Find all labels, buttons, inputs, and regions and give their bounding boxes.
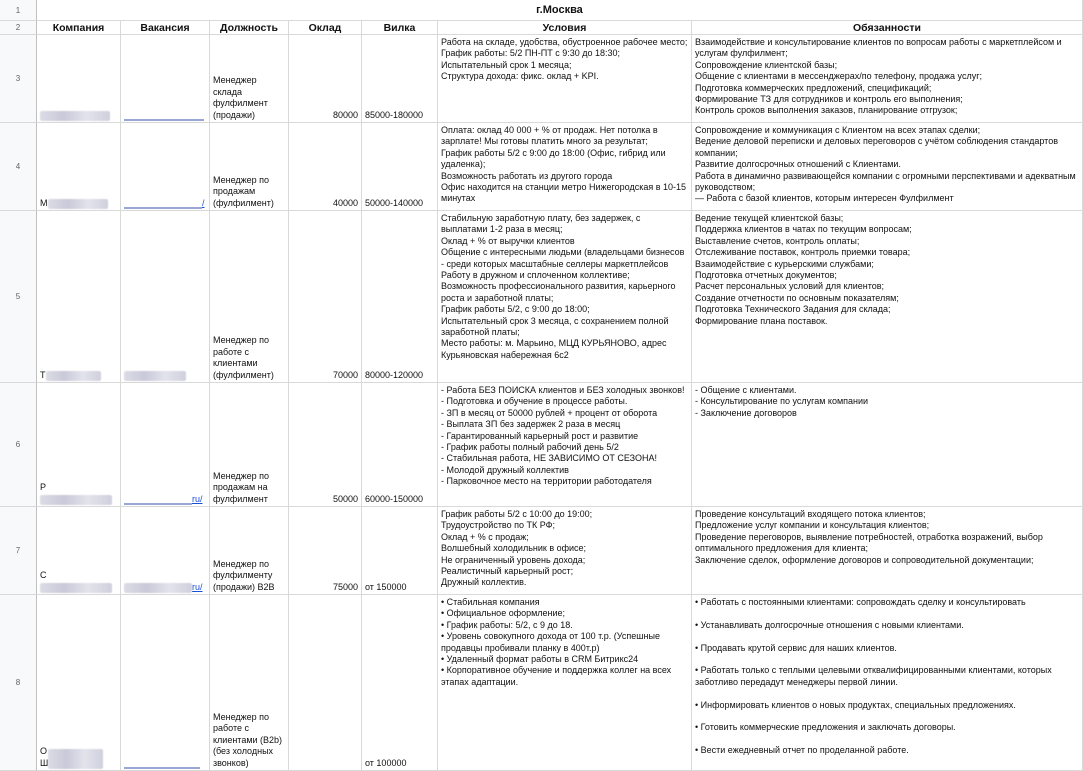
vacancy-link-redacted <box>124 119 204 121</box>
city-title-cell[interactable]: г.Москва <box>37 0 1083 21</box>
header-position[interactable]: Должность <box>210 21 289 35</box>
vacancy-link-cell[interactable] <box>121 507 210 595</box>
vacancy-link-redacted <box>124 767 200 769</box>
company-initial: Т <box>40 369 46 380</box>
position-cell[interactable]: Менеджер по продажам на фулфилмент <box>210 383 289 507</box>
range-cell[interactable]: от 100000 <box>362 595 438 771</box>
position-cell[interactable]: Менеджер по работе с клиентами (B2b) (без холодных звонков) <box>210 595 289 771</box>
company-cell[interactable] <box>37 595 121 771</box>
salary-cell[interactable] <box>289 595 362 771</box>
position-cell[interactable]: Менеджер по фулфилменту (продажи) B2B <box>210 507 289 595</box>
duties-cell[interactable]: Ведение текущей клиентской базы; Поддержка клиентов в чатах по текущим вопросам; Выставление счетов, контроль оплаты; Отслеживание поставок, контроль приемки товара; Взаимодействие с курьерскими службами; Подготовка отчетных документов; Расчет персональных условий для клиентов; Создание отчетности по основным показателям; Подготовка Технического Задания для склада; Формирование плана поставок. <box>692 211 1083 383</box>
range-cell[interactable]: 85000-180000 <box>362 35 438 123</box>
salary-cell[interactable]: 50000 <box>289 383 362 507</box>
salary-cell[interactable]: 70000 <box>289 211 362 383</box>
vacancy-link-redacted <box>124 583 192 593</box>
vacancy-link-cell[interactable] <box>121 595 210 771</box>
duties-cell[interactable]: Проведение консультаций входящего потока клиентов; Предложение услуг компании и консультация клиентов; Проведение переговоров, выявление потребностей, отработка возражений, выбор оптимального предложения для клиента; Заключение сделок, оформление договоров и сопроводительной документации; <box>692 507 1083 595</box>
company-name-redacted <box>40 111 110 121</box>
salary-cell[interactable]: 80000 <box>289 35 362 123</box>
row-header-8[interactable]: 8 <box>0 595 37 771</box>
salary-cell[interactable]: 75000 <box>289 507 362 595</box>
row-header-2[interactable]: 2 <box>0 21 37 35</box>
row-header-6[interactable]: 6 <box>0 383 37 507</box>
vacancy-link-redacted <box>124 371 186 381</box>
vacancy-link-cell[interactable] <box>121 35 210 123</box>
range-cell[interactable]: от 150000 <box>362 507 438 595</box>
company-name-redacted <box>48 749 103 769</box>
position-cell[interactable]: Менеджер склада фулфилмент (продажи) <box>210 35 289 123</box>
conditions-cell[interactable]: Оплата: оклад 40 000 + % от продаж. Нет потолка в зарплате! Мы готовы платить много за результат; График работы 5/2 с 9:00 до 18:00 (Офис, гибрид или удаленка); Возможность работать из другого города Офис находится на станции метро Нижегородская в 10-15 минутах <box>438 123 692 211</box>
company-initial: О Ш <box>40 746 49 768</box>
company-cell[interactable] <box>37 507 121 595</box>
vacancy-link-cell[interactable] <box>121 211 210 383</box>
conditions-cell[interactable]: Стабильную заработную плату, без задержек, с выплатами 1-2 раза в месяц; Оклад + % от выручки клиентов Общение с интересными людьми (владельцами бизнесов - среди которых масштабные селлеры маркетплейсов Работу в дружном и сплоченном коллективе; Возможность профессионального развития, карьерного роста и заработной платы; График работы 5/2, с 9:00 до 18:00; Испытательный срок 3 месяца, с сохранением полной заработной платы; Место работы: м. Марьино, МЦД КУРЬЯНОВО, адрес Курьяновская набережная 6с2 <box>438 211 692 383</box>
row-header-4[interactable]: 4 <box>0 123 37 211</box>
salary-cell[interactable]: 40000 <box>289 123 362 211</box>
company-initial: М <box>40 197 48 208</box>
duties-cell[interactable]: • Работать с постоянными клиентами: сопровождать сделку и консультировать • Устанавливать долгосрочные отношения с новыми клиентами. • Продавать крутой сервис для наших клиентов. • Работать только с теплыми целевыми отквалифицированными клиентами, которых заботливо передадут менеджеры первой линии. • Информировать клиентов о новых продуктах, специальных предложениях. • Готовить коммерческие предложения и заключать договоры. • Вести ежедневный отчет по проделанной работе. <box>692 595 1083 771</box>
vacancy-link-tail: / <box>202 197 205 208</box>
company-cell[interactable] <box>37 211 121 383</box>
vacancy-link-cell[interactable] <box>121 123 210 211</box>
position-cell[interactable]: Менеджер по продажам (фулфилмент) <box>210 123 289 211</box>
vacancy-link-redacted <box>124 207 202 209</box>
row-header-3[interactable]: 3 <box>0 35 37 123</box>
conditions-cell[interactable]: • Стабильная компания • Официальное оформление; • График работы: 5/2, с 9 до 18. • Уровень совокупного дохода от 100 т.р. (Успешные продавцы пробивали планку в 400т.р) • Удаленный формат работы в CRM Битрикс24 • Корпоративное обучение и поддержка коллег на всех этапах адаптации. <box>438 595 692 771</box>
header-vacancy[interactable]: Вакансия <box>121 21 210 35</box>
company-name-redacted <box>40 495 112 505</box>
vacancy-link-cell[interactable] <box>121 383 210 507</box>
vacancy-link-redacted <box>124 503 192 505</box>
duties-cell[interactable]: - Общение с клиентами. - Консультирование по услугам компании - Заключение договоров <box>692 383 1083 507</box>
conditions-cell[interactable]: - Работа БЕЗ ПОИСКА клиентов и БЕЗ холодных звонков! - Подготовка и обучение в процессе работы. - ЗП в месяц от 50000 рублей + процент от оборота - Выплата ЗП без задержек 2 раза в месяц - Гарантированный карьерный рост и развитие - График работы полный рабочий день 5/2 - Стабильная работа, НЕ ЗАВИСИМО ОТ СЕЗОНА! - Молодой дружный коллектив - Парковочное место на территории работодателя <box>438 383 692 507</box>
company-cell[interactable] <box>37 35 121 123</box>
header-company[interactable]: Компания <box>37 21 121 35</box>
company-name-redacted <box>46 371 101 381</box>
range-cell[interactable]: 60000-150000 <box>362 383 438 507</box>
company-cell[interactable] <box>37 123 121 211</box>
header-salary[interactable]: Оклад <box>289 21 362 35</box>
position-cell[interactable]: Менеджер по работе с клиентами (фулфилмент) <box>210 211 289 383</box>
header-conditions[interactable]: Условия <box>438 21 692 35</box>
company-name-redacted <box>40 583 112 593</box>
duties-cell[interactable]: Сопровождение и коммуникация с Клиентом на всех этапах сделки; Ведение деловой переписки и деловых переговоров с учётом соблюдения стандартов компании; Развитие долгосрочных отношений с Клиентами. Работа в динамично развивающейся компании с огромными перспективами и адекватным руководством; — Работа с базой клиентов, которым интересен Фулфилмент <box>692 123 1083 211</box>
duties-cell[interactable]: Взаимодействие и консультирование клиентов по вопросам работы с маркетплейсом и услугам фулфилмент; Сопровождение клиентской базы; Общение с клиентами в мессенджерах/по телефону, продажа услуг; Подготовка коммерческих предложений, спецификаций; Формирование ТЗ для сотрудников и контроль его выполнения; Контроль сроков выполнения заказов, планирование отгрузок; <box>692 35 1083 123</box>
header-range[interactable]: Вилка <box>362 21 438 35</box>
row-header-7[interactable]: 7 <box>0 507 37 595</box>
range-cell[interactable]: 80000-120000 <box>362 211 438 383</box>
company-initial: Р <box>40 482 47 493</box>
row-header-5[interactable]: 5 <box>0 211 37 383</box>
conditions-cell[interactable]: График работы 5/2 с 10:00 до 19:00; Трудоустройство по ТК РФ; Оклад + % с продаж; Волшебный холодильник в офисе; Не ограниченный уровень дохода; Реалистичный карьерный рост; Дружный коллектив. <box>438 507 692 595</box>
row-header-1[interactable]: 1 <box>0 0 37 21</box>
vacancy-link-tail: ru/ <box>192 493 203 504</box>
company-cell[interactable] <box>37 383 121 507</box>
vacancy-link-tail: ru/ <box>192 581 203 592</box>
company-initial: С <box>40 570 47 581</box>
range-cell[interactable]: 50000-140000 <box>362 123 438 211</box>
conditions-cell[interactable]: Работа на складе, удобства, обустроенное рабочее место; График работы: 5/2 ПН-ПТ с 9:30 до 18:30; Испытательный срок 1 месяца; Структура дохода: фикс. оклад + KPI. <box>438 35 692 123</box>
company-name-redacted <box>48 199 108 209</box>
header-duties[interactable]: Обязанности <box>692 21 1083 35</box>
